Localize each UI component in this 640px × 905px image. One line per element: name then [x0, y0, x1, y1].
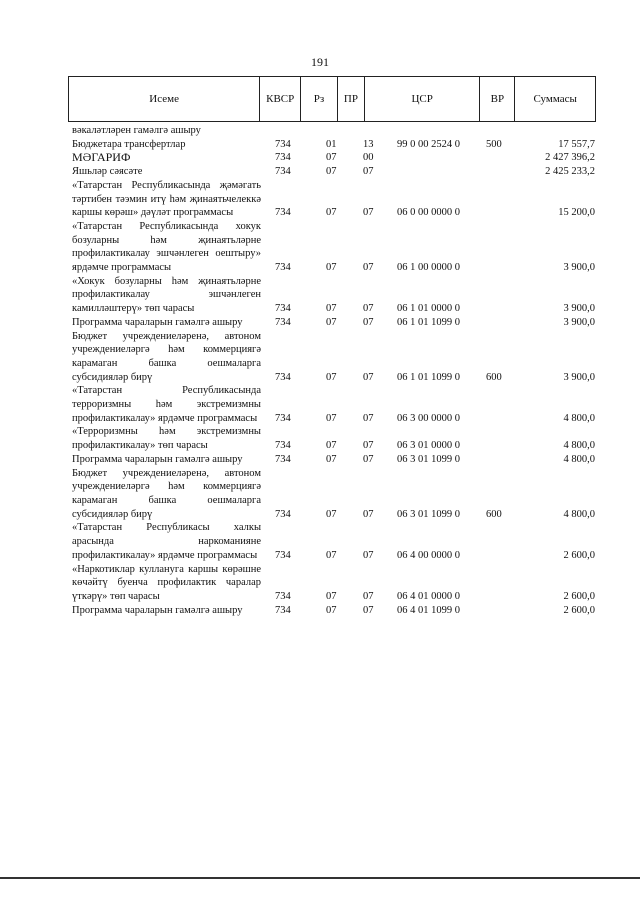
row-name: «Татарстан Республикасында хокук бозуларны һәм җинаятьләрне профилактикалау эшчәнлеген оештыру» ярдәмче программасы [72, 220, 261, 274]
row-kvsr: 734 [275, 262, 291, 274]
table-row [72, 330, 598, 385]
table-row [72, 467, 598, 522]
header-csr: ЦСР [365, 77, 481, 121]
row-kvsr: 734 [275, 152, 291, 164]
row-sum: 4 800,0 [563, 412, 595, 424]
row-rz: 07 [326, 166, 337, 178]
row-csr: 06 1 01 0000 0 [397, 303, 460, 315]
row-name: Программа чараларын гамәлгә ашыру [72, 316, 243, 328]
row-sum: 3 900,0 [563, 303, 595, 315]
header-name: Исеме [69, 77, 260, 121]
table-row [72, 384, 598, 425]
table-row [72, 604, 598, 618]
row-name: Бюджет учреждениеләренә, автоном учреждениеләргә һәм коммерциягә карамаган башка оешмаларга субсидияләр бирү [72, 330, 261, 383]
header-kvsr: КВСР [260, 77, 301, 121]
row-rz: 07 [326, 152, 337, 164]
row-kvsr: 734 [275, 166, 291, 178]
row-pr: 07 [363, 549, 374, 561]
table-header [68, 76, 596, 122]
row-sum: 17 557,7 [558, 138, 595, 150]
row-pr: 07 [363, 453, 374, 465]
row-pr: 07 [363, 207, 374, 219]
row-kvsr: 734 [275, 508, 291, 520]
table-row [72, 124, 598, 138]
row-kvsr: 734 [275, 316, 291, 328]
row-pr: 07 [363, 166, 374, 178]
row-csr: 06 3 00 0000 0 [397, 412, 460, 424]
row-rz: 07 [326, 316, 337, 328]
row-csr: 06 1 01 1099 0 [397, 371, 460, 383]
header-pr: ПР [338, 77, 365, 121]
table-row [72, 316, 598, 330]
row-kvsr: 734 [275, 303, 291, 315]
table-row [72, 138, 598, 152]
header-vr: ВР [480, 77, 515, 121]
row-pr: 13 [363, 138, 374, 150]
row-sum: 3 900,0 [563, 316, 595, 328]
table-row [72, 165, 598, 179]
row-csr: 06 1 01 1099 0 [397, 316, 460, 328]
row-csr: 06 3 01 0000 0 [397, 440, 460, 452]
row-sum: 4 800,0 [563, 453, 595, 465]
row-name: «Терроризмны һәм экстремизмны профилактикалау» төп чарасы [72, 426, 261, 452]
row-sum: 2 425 233,2 [545, 166, 595, 178]
table-row [72, 453, 598, 467]
row-pr: 07 [363, 371, 374, 383]
row-vr: 600 [486, 371, 502, 383]
row-kvsr: 734 [275, 207, 291, 219]
row-sum: 3 900,0 [563, 371, 595, 383]
row-name: Яшьләр сәясәте [72, 166, 143, 178]
row-kvsr: 734 [275, 590, 291, 602]
row-name: МӘГАРИФ [72, 150, 131, 165]
row-rz: 07 [326, 453, 337, 465]
row-sum: 2 600,0 [563, 549, 595, 561]
row-kvsr: 734 [275, 440, 291, 452]
row-sum: 2 600,0 [563, 590, 595, 602]
table-row [72, 521, 598, 562]
table-row [72, 151, 598, 165]
row-csr: 06 0 00 0000 0 [397, 207, 460, 219]
row-name: «Татарстан Республикасында җәмәгать тәртибен тәэмин итү һәм җинаятьчелеккә каршы көрәш» дәүләт программасы [72, 179, 261, 219]
table-row [72, 275, 598, 316]
row-vr: 500 [486, 138, 502, 150]
row-name: вәкаләтләрен гамәлгә ашыру [72, 125, 201, 136]
row-pr: 07 [363, 508, 374, 520]
row-rz: 07 [326, 590, 337, 602]
row-csr: 06 4 01 0000 0 [397, 590, 460, 602]
page-number: 191 [311, 55, 329, 69]
row-rz: 07 [326, 549, 337, 561]
row-csr: 06 1 00 0000 0 [397, 262, 460, 274]
row-sum: 2 427 396,2 [545, 152, 595, 164]
row-kvsr: 734 [275, 604, 291, 616]
row-name: Бюджет учреждениеләренә, автоном учреждениеләргә һәм коммерциягә карамаган башка оешмаларга субсидияләр бирү [72, 467, 261, 520]
header-sum: Суммасы [533, 93, 577, 105]
row-kvsr: 734 [275, 453, 291, 465]
row-csr: 06 4 00 0000 0 [397, 549, 460, 561]
row-csr: 99 0 00 2524 0 [397, 138, 460, 150]
table-row [72, 425, 598, 452]
row-rz: 07 [326, 604, 337, 616]
row-csr: 06 4 01 1099 0 [397, 604, 460, 616]
row-pr: 07 [363, 262, 374, 274]
table-row [72, 220, 598, 275]
row-rz: 07 [326, 207, 337, 219]
row-kvsr: 734 [275, 138, 291, 150]
table-body [72, 124, 598, 617]
row-kvsr: 734 [275, 371, 291, 383]
row-pr: 07 [363, 590, 374, 602]
table-row [72, 563, 598, 604]
row-name: Программа чараларын гамәлгә ашыру [72, 453, 243, 465]
row-rz: 01 [326, 138, 337, 150]
row-name: «Татарстан Республикасында терроризмны һәм экстремизмны профилактикалау» ярдәмче программасы [72, 385, 261, 424]
row-pr: 07 [363, 440, 374, 452]
page-bottom-rule [0, 877, 640, 879]
row-csr: 06 3 01 1099 0 [397, 508, 460, 520]
row-vr: 600 [486, 508, 502, 520]
row-sum: 4 800,0 [563, 508, 595, 520]
row-kvsr: 734 [275, 412, 291, 424]
row-pr: 07 [363, 604, 374, 616]
row-name: Бюджетара трансфертлар [72, 138, 186, 150]
row-name: Программа чараларын гамәлгә ашыру [72, 604, 243, 616]
row-rz: 07 [326, 440, 337, 452]
row-rz: 07 [326, 371, 337, 383]
row-rz: 07 [326, 262, 337, 274]
row-name: «Татарстан Республикасы халкы арасында наркоманияне профилактикалау» ярдәмче программасы [72, 522, 261, 561]
row-rz: 07 [326, 508, 337, 520]
row-pr: 00 [363, 152, 374, 164]
row-pr: 07 [363, 316, 374, 328]
row-rz: 07 [326, 303, 337, 315]
row-pr: 07 [363, 303, 374, 315]
row-name: «Хокук бозуларны һәм җинаятьләрне профилактикалау эшчәнлеген камилләштерү» төп чарасы [72, 275, 261, 315]
row-sum: 2 600,0 [563, 604, 595, 616]
row-rz: 07 [326, 412, 337, 424]
row-csr: 06 3 01 1099 0 [397, 453, 460, 465]
row-sum: 3 900,0 [563, 262, 595, 274]
row-sum: 4 800,0 [563, 440, 595, 452]
row-sum: 15 200,0 [558, 207, 595, 219]
header-rz: Рз [301, 77, 338, 121]
row-name: «Наркотиклар куллануга каршы көрәшне көчәйтү буенча профилактик чаралар үткәрү» төп чарасы [72, 563, 261, 602]
table-row [72, 179, 598, 220]
row-pr: 07 [363, 412, 374, 424]
row-kvsr: 734 [275, 549, 291, 561]
